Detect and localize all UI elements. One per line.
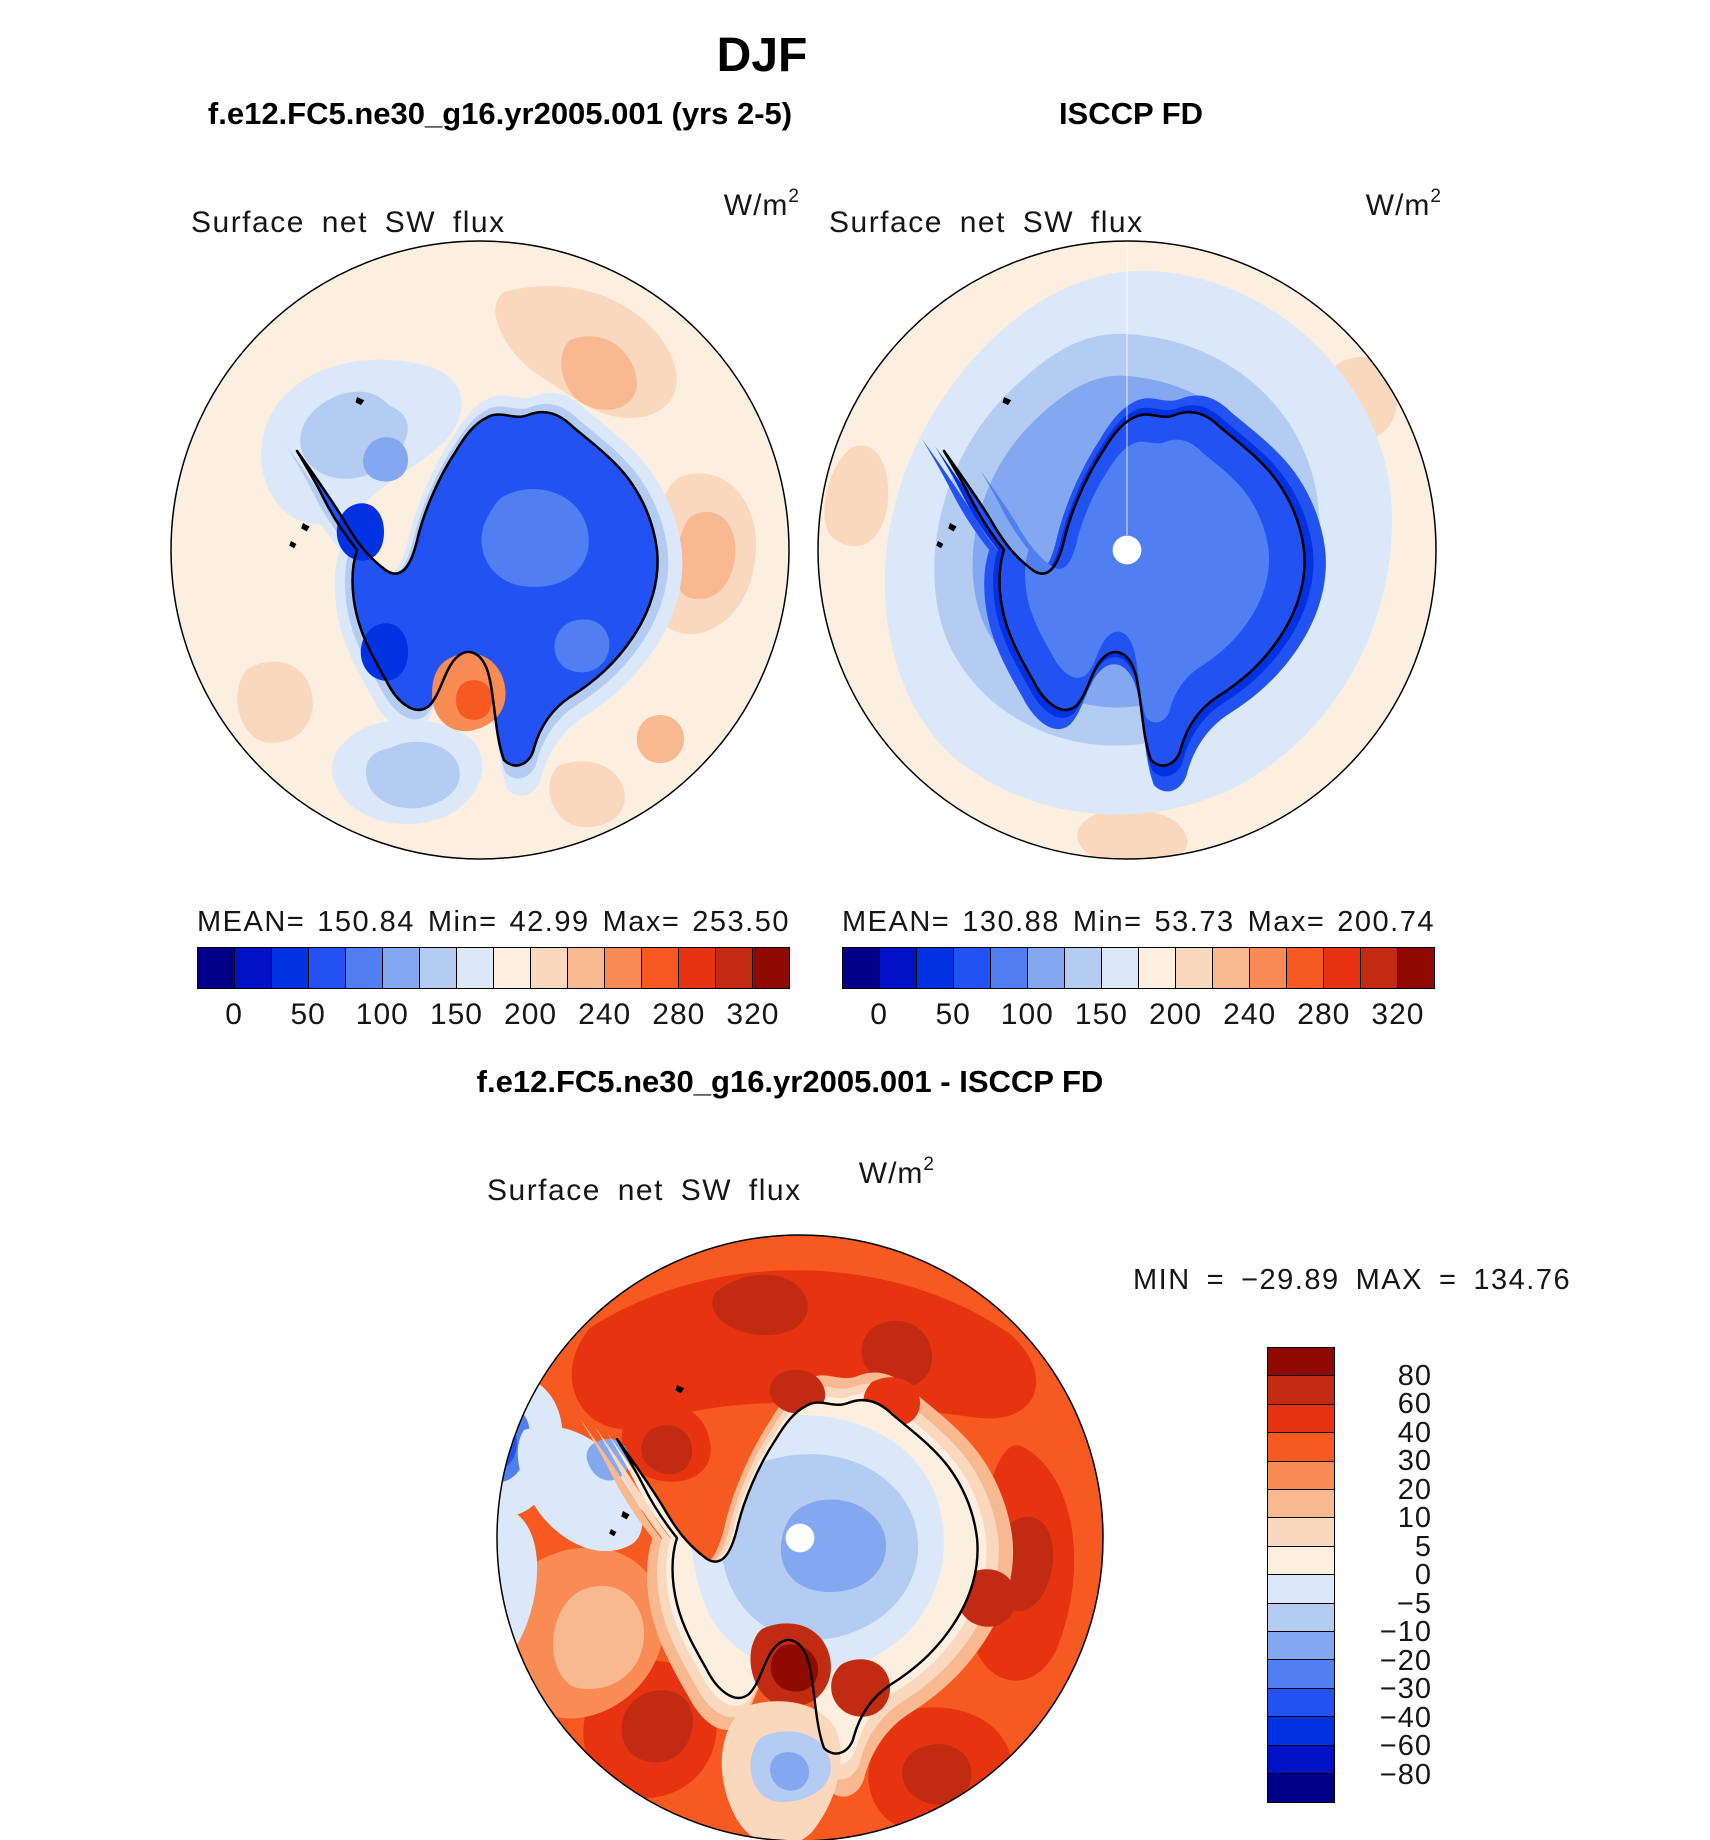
obs-max	[1248, 906, 1435, 939]
colorbar-box	[953, 947, 992, 989]
mean-label: MEAN=	[197, 906, 306, 938]
colorbar-tick-label: 50	[935, 998, 971, 1031]
obs-units-exp: 2	[1430, 186, 1442, 207]
colorbar-box	[1267, 1461, 1335, 1491]
diff-max-value: 134.76	[1473, 1264, 1572, 1296]
mean-value: 130.88	[962, 906, 1060, 938]
colorbar-box	[1267, 1404, 1335, 1434]
colorbar-tick-label: −60	[1379, 1730, 1432, 1762]
colorbar-tick-label: 60	[1397, 1388, 1432, 1420]
min-value: 53.73	[1154, 906, 1235, 938]
colorbar-box	[842, 947, 881, 989]
colorbar-box	[456, 947, 495, 989]
colorbar-box	[1249, 947, 1288, 989]
colorbar-box	[1267, 1489, 1335, 1519]
model-stats	[197, 906, 790, 939]
colorbar-tick-label: 100	[355, 998, 409, 1031]
min-value: 42.99	[509, 906, 590, 938]
max-value: 200.74	[1337, 906, 1435, 938]
colorbar-box	[1267, 1688, 1335, 1718]
obs-units-label	[1366, 188, 1442, 223]
max-value: 253.50	[692, 906, 790, 938]
colorbar-tick-label: 320	[1371, 998, 1425, 1031]
colorbar-tick-label: 20	[1397, 1473, 1432, 1506]
colorbar-box	[1267, 1631, 1335, 1661]
model-polar-map	[168, 238, 792, 862]
colorbar-box	[1267, 1432, 1335, 1462]
colorbar-box	[879, 947, 918, 989]
colorbar-tick-label: −40	[1379, 1701, 1432, 1734]
model-units-base: W/m	[723, 189, 789, 222]
model-units-label	[724, 188, 800, 223]
equals-sign: =	[1206, 1264, 1226, 1296]
model-min	[428, 906, 590, 939]
diff-minmax	[1133, 1264, 1571, 1297]
diff-field-label: Surface net SW flux	[487, 1174, 802, 1207]
colorbar-tick-label: 80	[1397, 1359, 1432, 1392]
colorbar-tick-label: 0	[870, 998, 888, 1031]
colorbar-tick-label: 200	[1149, 998, 1203, 1031]
model-panel-title: f.e12.FC5.ne30_g16.yr2005.001 (yrs 2-5)	[207, 96, 793, 131]
colorbar-box	[990, 947, 1029, 989]
obs-colorbar-ticks	[842, 998, 1435, 1034]
colorbar-box	[1175, 947, 1214, 989]
diff-panel-title: f.e12.FC5.ne30_g16.yr2005.001 - ISCCP FD	[476, 1064, 1104, 1099]
colorbar-tick-label: 200	[504, 998, 558, 1031]
max-label: Max=	[1247, 906, 1326, 938]
diff-min-value: −29.89	[1241, 1264, 1340, 1296]
model-mean	[197, 906, 415, 939]
colorbar-box	[345, 947, 384, 989]
diff-colorbar	[1267, 1347, 1335, 1803]
colorbar-box	[1397, 947, 1436, 989]
colorbar-box	[530, 947, 569, 989]
model-units-exp: 2	[788, 186, 800, 207]
colorbar-tick-label: 150	[429, 998, 483, 1031]
model-colorbar-ticks	[197, 998, 790, 1034]
colorbar-box	[1360, 947, 1399, 989]
pole-data-hole	[786, 1524, 815, 1553]
colorbar-box	[1267, 1574, 1335, 1604]
model-field-label: Surface net SW flux	[191, 206, 506, 239]
colorbar-box	[1323, 947, 1362, 989]
obs-units-base: W/m	[1365, 189, 1431, 222]
equals-sign: =	[1438, 1264, 1458, 1296]
colorbar-box	[382, 947, 421, 989]
mean-label: MEAN=	[842, 906, 951, 938]
colorbar-box	[1267, 1347, 1335, 1377]
obs-min	[1073, 906, 1235, 939]
colorbar-box	[604, 947, 643, 989]
colorbar-box	[1267, 1773, 1335, 1803]
colorbar-box	[1267, 1716, 1335, 1746]
colorbar-box	[1064, 947, 1103, 989]
colorbar-box	[419, 947, 458, 989]
colorbar-tick-label: −10	[1379, 1616, 1432, 1648]
diff-units-exp: 2	[923, 1154, 935, 1175]
colorbar-box	[1267, 1659, 1335, 1689]
colorbar-box	[1027, 947, 1066, 989]
obs-colorbar	[842, 947, 1435, 989]
colorbar-box	[678, 947, 717, 989]
colorbar-tick-label: 0	[1414, 1559, 1432, 1591]
colorbar-tick-label: 100	[1000, 998, 1054, 1031]
colorbar-box	[567, 947, 606, 989]
colorbar-tick-label: −30	[1379, 1673, 1432, 1705]
diff-units-base: W/m	[858, 1157, 924, 1190]
diff-polar-map	[494, 1232, 1106, 1840]
colorbar-box	[1101, 947, 1140, 989]
colorbar-box	[1267, 1375, 1335, 1405]
colorbar-box	[641, 947, 680, 989]
colorbar-tick-label: 10	[1397, 1502, 1432, 1534]
colorbar-tick-label: −20	[1379, 1644, 1432, 1677]
mean-value: 150.84	[317, 906, 415, 938]
max-label: Max=	[602, 906, 681, 938]
colorbar-box	[234, 947, 273, 989]
model-max	[603, 906, 790, 939]
colorbar-tick-label: 50	[290, 998, 326, 1031]
min-label: Min=	[1072, 906, 1143, 938]
colorbar-box	[1267, 1517, 1335, 1547]
colorbar-tick-label: 320	[726, 998, 780, 1031]
colorbar-box	[1138, 947, 1177, 989]
colorbar-box	[916, 947, 955, 989]
colorbar-tick-label: −80	[1379, 1758, 1432, 1791]
colorbar-box	[1267, 1546, 1335, 1576]
diff-max-label: MAX	[1355, 1264, 1423, 1296]
min-label: Min=	[427, 906, 498, 938]
colorbar-tick-label: 150	[1074, 998, 1128, 1031]
season-title: DJF	[716, 29, 808, 82]
colorbar-tick-label: 240	[578, 998, 632, 1031]
obs-mean	[842, 906, 1060, 939]
colorbar-box	[308, 947, 347, 989]
colorbar-box	[197, 947, 236, 989]
diff-units-label	[859, 1156, 935, 1191]
colorbar-tick-label: 280	[652, 998, 706, 1031]
colorbar-tick-label: 40	[1397, 1416, 1432, 1449]
diff-min-label: MIN	[1133, 1264, 1191, 1296]
obs-field-label: Surface net SW flux	[829, 206, 1144, 239]
colorbar-tick-label: 5	[1414, 1530, 1432, 1563]
obs-stats	[842, 906, 1435, 939]
obs-polar-map	[815, 238, 1439, 862]
colorbar-box	[1286, 947, 1325, 989]
colorbar-tick-label: 240	[1223, 998, 1277, 1031]
colorbar-box	[715, 947, 754, 989]
colorbar-tick-label: 280	[1297, 998, 1351, 1031]
model-colorbar	[197, 947, 790, 989]
pole-data-hole	[1113, 536, 1142, 565]
colorbar-box	[1267, 1745, 1335, 1775]
colorbar-tick-label: −5	[1396, 1587, 1432, 1620]
colorbar-box	[1212, 947, 1251, 989]
colorbar-tick-label: 30	[1397, 1445, 1432, 1477]
colorbar-box	[493, 947, 532, 989]
colorbar-tick-label: 0	[225, 998, 243, 1031]
colorbar-box	[752, 947, 791, 989]
obs-panel-title: ISCCP FD	[1058, 96, 1204, 131]
diff-colorbar-ticks	[1342, 1347, 1432, 1803]
colorbar-box	[1267, 1603, 1335, 1633]
colorbar-box	[271, 947, 310, 989]
